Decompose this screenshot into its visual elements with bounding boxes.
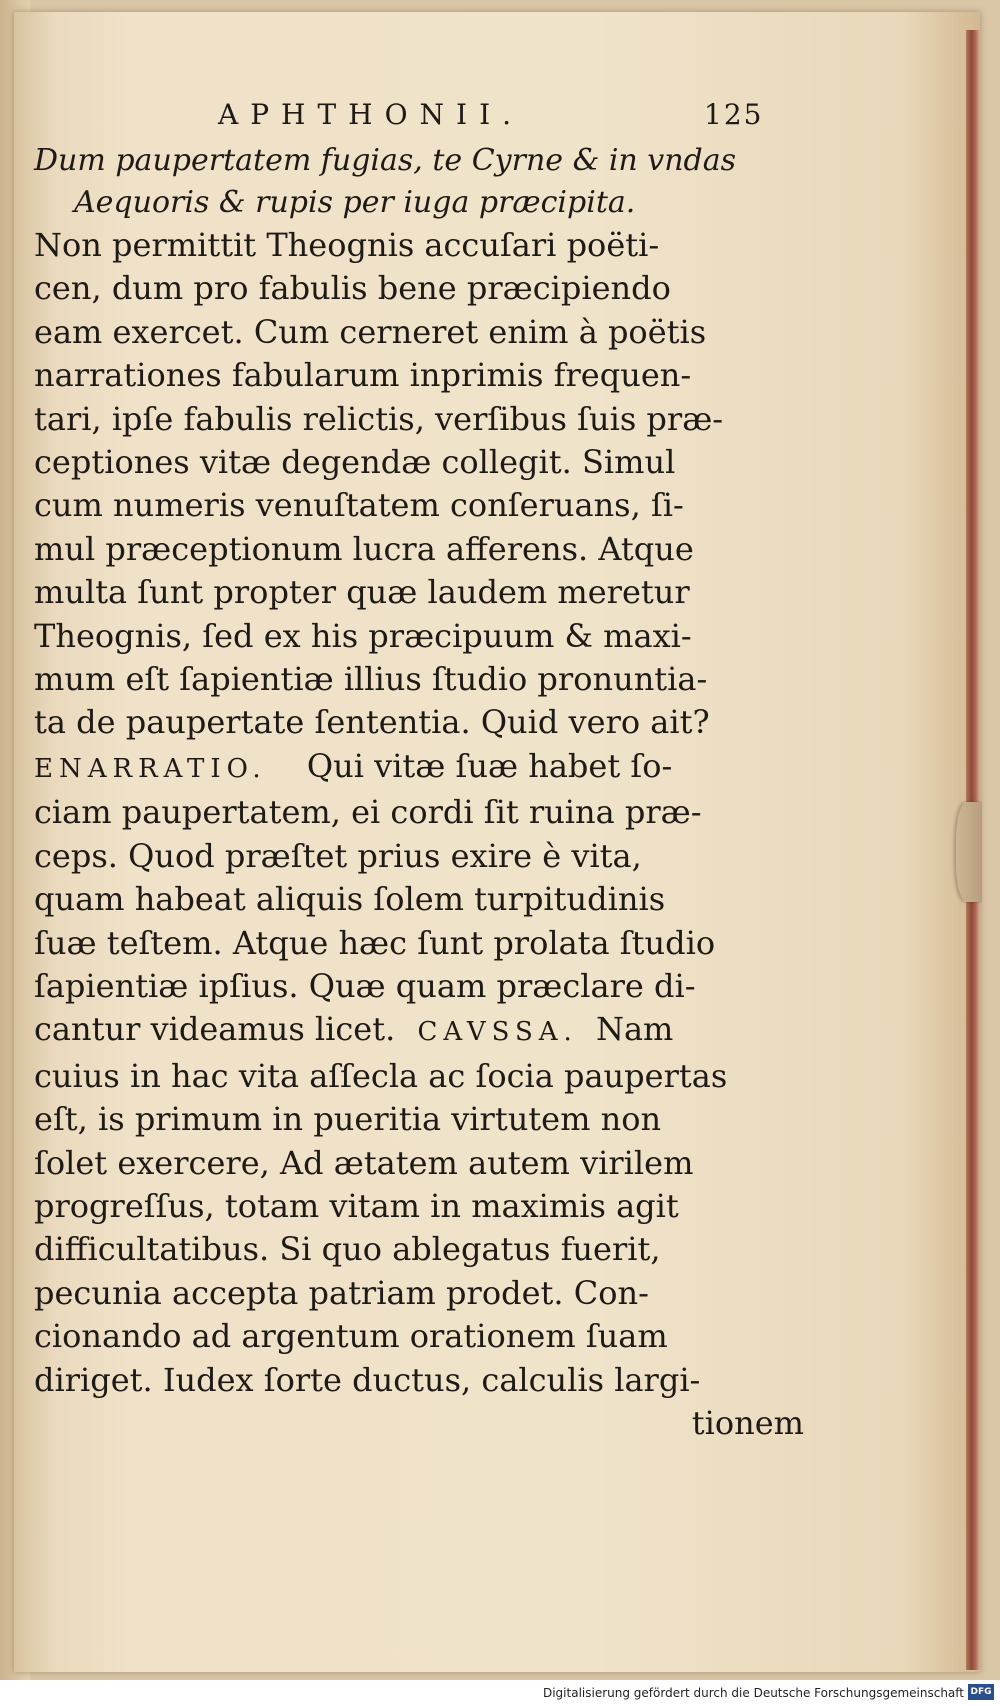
body-line: cen, dum pro fabulis bene præcipiendo <box>34 269 671 308</box>
body-line: Non permittit Theognis accuſari poëti- <box>34 226 660 264</box>
body-line: progreſſus, totam vitam in maximis agit <box>34 1186 679 1225</box>
body-line: ſuæ teſtem. Atque hæc ſunt prolata ſtudio <box>34 923 716 962</box>
body-line: ta de paupertate ſententia. Quid vero ait? <box>34 703 710 742</box>
clasp-shadow <box>956 802 982 902</box>
body-line: eam exercet. Cum cerneret enim à poëtis <box>34 312 707 351</box>
caussa-line <box>34 1008 804 1054</box>
body-line: multa ſunt propter quæ laudem meretur <box>34 573 690 612</box>
body-line: cionando ad argentum orationem ſuam <box>34 1317 668 1356</box>
body-line: tari, ipſe fabulis relictis, verſibus ſuis præ- <box>34 399 724 438</box>
running-header <box>34 90 804 140</box>
running-title: APHTHONII. <box>218 98 524 131</box>
body-line: diriget. Iudex ſorte ductus, calculis largi- <box>34 1360 701 1399</box>
verse-line-1: Dum paupertatem fugias, te Cyrne & in vndas <box>34 143 737 178</box>
enarratio-text: Qui vitæ ſuæ habet ſo- <box>306 746 673 785</box>
body-line: narrationes fabularum inprimis frequen- <box>34 356 692 395</box>
body-line: quam habeat aliquis ſolem turpitudinis <box>34 880 666 919</box>
body-line: difficultatibus. Si quo ablegatus fuerit, <box>34 1230 661 1269</box>
caussa-heading: CAVSSA. <box>417 1017 578 1048</box>
caussa-prefix: cantur videamus licet. <box>34 1010 396 1049</box>
caussa-suffix: Nam <box>595 1010 674 1049</box>
body-line: ſapientiæ ipſius. Quæ quam præclare di- <box>34 966 696 1005</box>
verse-line-2: Aequoris & rupis per iuga præcipita. <box>74 185 636 220</box>
catchword: tionem <box>691 1403 804 1442</box>
page-number: 125 <box>704 98 764 131</box>
digitization-footer <box>0 1680 1000 1706</box>
body-line: ciam paupertatem, ei cordi ſit ruina præ- <box>34 793 702 832</box>
funding-note: Digitalisierung gefördert durch die Deutsche Forschungsgemeinschaft <box>542 1686 964 1700</box>
body-line: mul præceptionum lucra afferens. Atque <box>34 529 694 568</box>
body-line: cuius in hac vita aſſecla ac ſocia paupertas <box>34 1056 728 1095</box>
book-page <box>14 12 980 1672</box>
body-line: ceptiones vitæ degendæ collegit. Simul <box>34 443 676 482</box>
body-line: ceps. Quod præſtet prius exire è vita, <box>34 836 642 875</box>
dfg-logo-icon: DFG <box>968 1684 994 1700</box>
body-line: mum eſt ſapientiæ illius ſtudio pronuntia- <box>34 660 708 699</box>
body-line: Theognis, ſed ex his præcipuum & maxi- <box>34 616 692 655</box>
body-line: ſolet exercere, Ad ætatem autem virilem <box>34 1143 694 1182</box>
page-text <box>34 90 804 1445</box>
body-line: pecunia accepta patriam prodet. Con- <box>34 1273 649 1312</box>
enarratio-heading: ENARRATIO. <box>34 753 267 784</box>
body-line: cum numeris venuſtatem conſeruans, ſi- <box>34 486 684 525</box>
enarratio-line <box>34 745 804 791</box>
body-line: eſt, is primum in pueritia virtutem non <box>34 1100 662 1139</box>
